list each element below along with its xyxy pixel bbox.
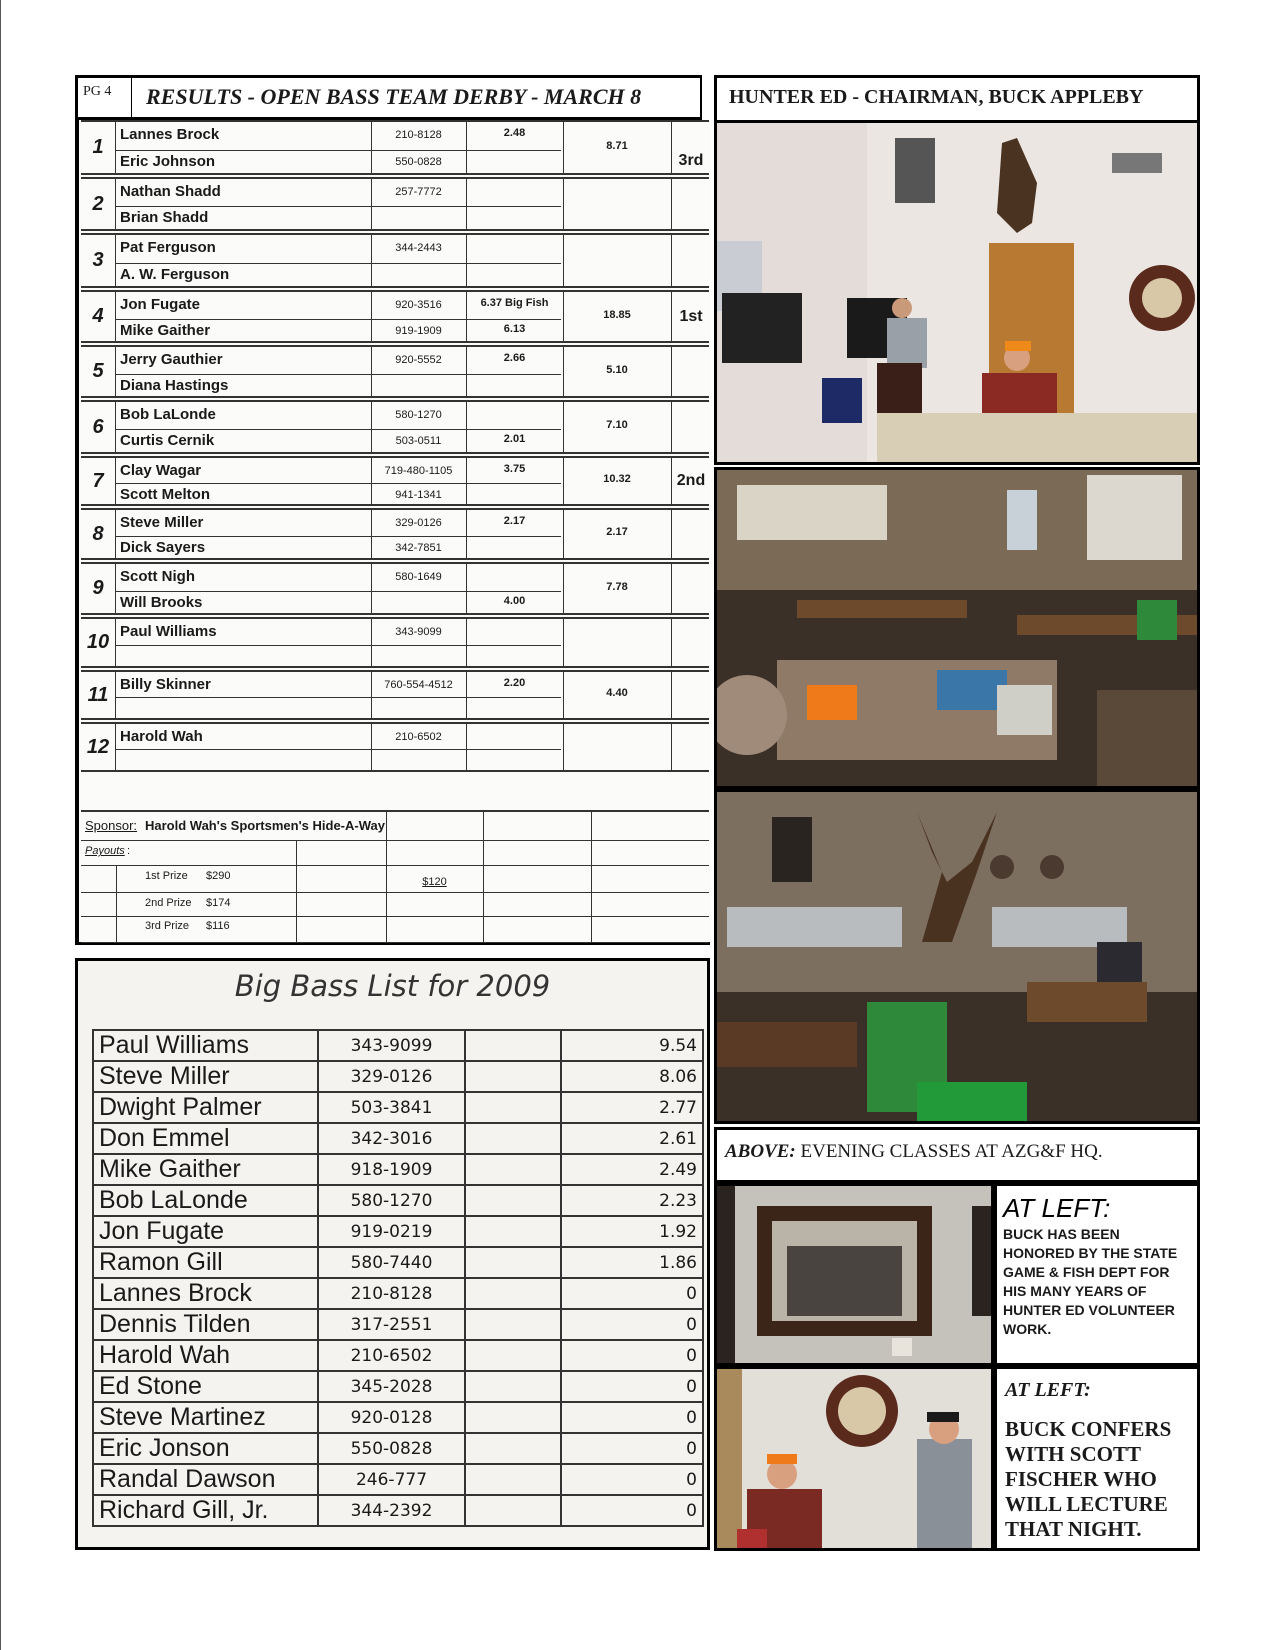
column-divider [671, 564, 672, 613]
member-name: Nathan Shadd [120, 183, 221, 200]
angler-phone: 343-9099 [318, 1030, 465, 1061]
team-number: 9 [81, 564, 116, 613]
column-divider [483, 892, 484, 916]
team-total: 5.10 [606, 364, 628, 376]
team-number: 1 [81, 122, 116, 173]
team-number: 10 [81, 619, 116, 666]
member-phone: 210-6502 [395, 731, 442, 743]
angler-name: Don Emmel [93, 1123, 318, 1154]
photo-framed-honor [714, 1183, 994, 1366]
column-divider [116, 892, 117, 916]
derby-results-table [75, 120, 710, 945]
fish-weight: 2.61 [561, 1123, 703, 1154]
member-name: Eric Johnson [120, 153, 216, 170]
column-divider [116, 865, 117, 892]
big-bass-row [93, 1123, 703, 1154]
blank-cell [465, 1402, 561, 1433]
angler-phone: 550-0828 [318, 1433, 465, 1464]
member-weight: 3.75 [503, 463, 526, 475]
team-total: 4.40 [606, 687, 628, 699]
angler-phone: 580-7440 [318, 1247, 465, 1278]
fish-weight: 0 [561, 1371, 703, 1402]
blank-cell [465, 1278, 561, 1309]
row-divider [116, 429, 371, 430]
blank-cell [465, 1185, 561, 1216]
angler-phone: 342-3016 [318, 1123, 465, 1154]
row-divider [116, 319, 371, 320]
column-divider [116, 916, 117, 942]
row-divider [116, 374, 371, 375]
big-bass-title: Big Bass List for 2009 [234, 969, 551, 1003]
big-bass-row [93, 1340, 703, 1371]
column-divider [483, 812, 484, 840]
angler-phone: 329-0126 [318, 1061, 465, 1092]
column-divider [466, 235, 467, 286]
member-phone: 760-554-4512 [384, 679, 453, 691]
team-row [81, 456, 709, 506]
column-divider [296, 916, 297, 942]
row-divider [116, 483, 371, 484]
angler-name: Richard Gill, Jr. [93, 1495, 318, 1526]
column-divider [563, 724, 564, 770]
team-number: 12 [81, 724, 116, 770]
member-name: Scott Melton [120, 486, 210, 503]
team-number: 7 [81, 458, 116, 504]
member-phone: 580-1649 [395, 571, 442, 583]
angler-phone: 246-777 [318, 1464, 465, 1495]
team-total: 7.78 [606, 581, 628, 593]
member-phone: 719-480-1105 [384, 465, 453, 477]
fish-weight: 2.77 [561, 1092, 703, 1123]
sponsor-section [81, 810, 709, 942]
row-divider [116, 206, 371, 207]
big-bass-row [93, 1371, 703, 1402]
team-number: 3 [81, 235, 116, 286]
member-weight: 6.37 Big Fish [480, 297, 549, 309]
note-buck-honored [994, 1183, 1200, 1366]
big-bass-row [93, 1402, 703, 1433]
member-phone: 344-2443 [395, 242, 442, 254]
prize-extra: $120 [422, 876, 447, 888]
column-divider [386, 916, 387, 942]
member-weight: 2.01 [503, 433, 526, 445]
team-row [81, 508, 709, 560]
angler-phone: 317-2551 [318, 1309, 465, 1340]
page-number: PG 4 [78, 78, 132, 117]
team-number: 6 [81, 402, 116, 452]
member-name: Billy Skinner [120, 676, 211, 693]
column-divider [483, 865, 484, 892]
big-bass-row [93, 1154, 703, 1185]
row-divider [116, 645, 371, 646]
blank-cell [465, 1123, 561, 1154]
blank-cell [465, 1092, 561, 1123]
member-weight: 2.66 [503, 352, 526, 364]
angler-name: Eric Jonson [93, 1433, 318, 1464]
team-total: 10.32 [603, 473, 631, 485]
sponsor-label: Sponsor: [85, 818, 138, 833]
team-row [81, 400, 709, 454]
column-divider [591, 892, 592, 916]
blank-cell [465, 1030, 561, 1061]
member-phone: 919-1909 [395, 325, 442, 337]
column-divider [671, 235, 672, 286]
prize-amount: $174 [206, 897, 231, 909]
team-row [81, 670, 709, 720]
member-phone: 580-1270 [395, 409, 442, 421]
team-row [81, 617, 709, 668]
blank-cell [465, 1495, 561, 1526]
blank-cell [465, 1371, 561, 1402]
column-divider [296, 865, 297, 892]
angler-phone: 918-1909 [318, 1154, 465, 1185]
page-edge [0, 0, 1, 1650]
column-divider [466, 619, 467, 666]
fish-weight: 0 [561, 1402, 703, 1433]
payouts-colon: : [127, 845, 131, 857]
member-name: Bob LaLonde [120, 406, 216, 423]
derby-header [75, 75, 702, 120]
payouts-label: Payouts [85, 845, 125, 857]
member-weight: 2.20 [503, 677, 526, 689]
team-total: 8.71 [606, 140, 628, 152]
member-phone: 941-1341 [395, 489, 442, 501]
column-divider [296, 892, 297, 916]
note1-body: BUCK HAS BEEN HONORED BY THE STATE GAME & FISH DEPT FOR HIS MANY YEARS OF HUNTER ED VOLUNTEER WORK. [1003, 1225, 1178, 1337]
photo-buck-confers [714, 1366, 994, 1551]
team-place: 1st [679, 308, 703, 325]
caption-evening-classes [714, 1127, 1200, 1183]
column-divider [671, 724, 672, 770]
team-number: 5 [81, 347, 116, 396]
angler-name: Jon Fugate [93, 1216, 318, 1247]
framed-photo-illustration [717, 1186, 991, 1363]
hunter-ed-header: HUNTER ED - CHAIRMAN, BUCK APPLEBY [714, 75, 1200, 120]
big-bass-row [93, 1464, 703, 1495]
team-row [81, 233, 709, 288]
fish-weight: 0 [561, 1433, 703, 1464]
team-row [81, 290, 709, 343]
member-phone: 329-0126 [395, 517, 442, 529]
angler-name: Mike Gaither [93, 1154, 318, 1185]
column-divider [591, 865, 592, 892]
blank-cell [465, 1464, 561, 1495]
column-divider [563, 235, 564, 286]
column-divider [386, 892, 387, 916]
member-name: Pat Ferguson [120, 239, 216, 256]
big-bass-row [93, 1030, 703, 1061]
angler-name: Steve Miller [93, 1061, 318, 1092]
big-bass-row [93, 1216, 703, 1247]
angler-phone: 345-2028 [318, 1371, 465, 1402]
member-weight: 2.48 [503, 127, 526, 139]
angler-phone: 503-3841 [318, 1092, 465, 1123]
team-total: 18.85 [603, 309, 631, 321]
fish-weight: 0 [561, 1464, 703, 1495]
angler-name: Bob LaLonde [93, 1185, 318, 1216]
member-name: Harold Wah [120, 728, 203, 745]
team-number: 2 [81, 179, 116, 229]
note-buck-confers [994, 1366, 1200, 1551]
sponsor-name: Harold Wah's Sportsmen's Hide-A-Way [145, 818, 385, 833]
member-phone: 343-9099 [395, 626, 442, 638]
team-number: 4 [81, 292, 116, 341]
blank-cell [465, 1216, 561, 1247]
column-divider [671, 402, 672, 452]
member-name: Jerry Gauthier [120, 351, 223, 368]
member-name: Clay Wagar [120, 462, 202, 479]
blank-cell [465, 1061, 561, 1092]
angler-name: Harold Wah [93, 1340, 318, 1371]
column-divider [671, 347, 672, 396]
column-divider [591, 812, 592, 840]
column-divider [563, 619, 564, 666]
row-divider [116, 697, 371, 698]
member-phone: 550-0828 [395, 156, 442, 168]
team-total: 2.17 [606, 526, 628, 538]
column-divider [483, 840, 484, 865]
row-divider [116, 150, 371, 151]
column-divider [466, 724, 467, 770]
big-bass-row [93, 1433, 703, 1464]
row-divider [116, 536, 371, 537]
prize-label: 2nd Prize [145, 897, 192, 909]
team-row [81, 562, 709, 615]
angler-name: Paul Williams [93, 1030, 318, 1061]
fish-weight: 2.23 [561, 1185, 703, 1216]
prize-amount: $116 [206, 920, 230, 932]
member-phone: 503-0511 [395, 435, 442, 447]
member-phone: 257-7772 [395, 186, 442, 198]
team-row [81, 345, 709, 398]
fish-weight: 1.92 [561, 1216, 703, 1247]
team-number: 8 [81, 510, 116, 558]
member-phone: 210-8128 [395, 129, 442, 141]
angler-name: Dennis Tilden [93, 1309, 318, 1340]
column-divider [671, 619, 672, 666]
payout-row [81, 840, 709, 866]
big-bass-row [93, 1309, 703, 1340]
angler-name: Lannes Brock [93, 1278, 318, 1309]
team-place: 3rd [678, 152, 704, 169]
class-scene-illustration [717, 792, 1197, 1121]
big-bass-row [93, 1247, 703, 1278]
column-divider [671, 179, 672, 229]
caption-lead: ABOVE: [725, 1141, 796, 1162]
column-divider [296, 840, 297, 865]
classroom-scene-illustration [717, 123, 1197, 462]
member-weight: 2.17 [503, 515, 526, 527]
column-divider [466, 179, 467, 229]
prize-label: 1st Prize [145, 870, 188, 882]
column-divider [671, 672, 672, 718]
prize-amount: $290 [206, 870, 231, 882]
member-name: Will Brooks [120, 594, 203, 611]
column-divider [671, 510, 672, 558]
big-bass-row [93, 1092, 703, 1123]
caption-text: EVENING CLASSES AT AZG&F HQ. [795, 1141, 1103, 1162]
angler-name: Ramon Gill [93, 1247, 318, 1278]
blank-cell [465, 1247, 561, 1278]
team-total: 7.10 [606, 419, 628, 431]
derby-title: RESULTS - OPEN BASS TEAM DERBY - MARCH 8 [146, 84, 642, 109]
row-divider [116, 749, 371, 750]
team-place: 2nd [676, 472, 706, 489]
member-name: Mike Gaither [120, 322, 211, 339]
note2-heading: AT LEFT: [1005, 1379, 1091, 1401]
member-name: Scott Nigh [120, 568, 195, 585]
big-bass-row [93, 1278, 703, 1309]
note1-heading: AT LEFT: [1003, 1193, 1111, 1223]
angler-name: Ed Stone [93, 1371, 318, 1402]
class-scene-illustration [717, 470, 1197, 786]
angler-phone: 919-0219 [318, 1216, 465, 1247]
angler-phone: 920-0128 [318, 1402, 465, 1433]
fish-weight: 8.06 [561, 1061, 703, 1092]
column-divider [591, 840, 592, 865]
fish-weight: 0 [561, 1278, 703, 1309]
team-row [81, 177, 709, 231]
member-name: Jon Fugate [120, 296, 201, 313]
angler-phone: 580-1270 [318, 1185, 465, 1216]
angler-phone: 344-2392 [318, 1495, 465, 1526]
angler-name: Dwight Palmer [93, 1092, 318, 1123]
blank-cell [465, 1154, 561, 1185]
member-phone: 920-3516 [395, 299, 442, 311]
angler-phone: 210-8128 [318, 1278, 465, 1309]
member-weight: 6.13 [503, 323, 526, 335]
row-divider [116, 591, 371, 592]
fish-weight: 0 [561, 1340, 703, 1371]
angler-phone: 210-6502 [318, 1340, 465, 1371]
fish-weight: 2.49 [561, 1154, 703, 1185]
fish-weight: 1.86 [561, 1247, 703, 1278]
member-name: Steve Miller [120, 514, 204, 531]
member-name: Curtis Cernik [120, 432, 215, 449]
prize-label: 3rd Prize [145, 920, 190, 932]
photo-buck-at-desk [714, 120, 1200, 465]
member-phone: 920-5552 [395, 354, 442, 366]
column-divider [591, 916, 592, 942]
member-name: A. W. Ferguson [120, 266, 230, 283]
blank-cell [465, 1340, 561, 1371]
member-phone: 342-7851 [395, 542, 442, 554]
big-bass-list [75, 958, 710, 1550]
fish-weight: 0 [561, 1495, 703, 1526]
blank-cell [465, 1433, 561, 1464]
angler-name: Steve Martinez [93, 1402, 318, 1433]
photo-evening-class-2 [714, 789, 1200, 1124]
blank-cell [465, 1309, 561, 1340]
column-divider [386, 812, 387, 840]
fish-weight: 9.54 [561, 1030, 703, 1061]
fish-weight: 0 [561, 1309, 703, 1340]
team-number: 11 [81, 672, 116, 718]
member-name: Lannes Brock [120, 126, 220, 143]
big-bass-row [93, 1061, 703, 1092]
member-name: Paul Williams [120, 623, 217, 640]
big-bass-table [92, 1029, 704, 1527]
team-row [81, 722, 709, 772]
member-weight: 4.00 [503, 595, 526, 607]
member-name: Dick Sayers [120, 539, 206, 556]
big-bass-row [93, 1495, 703, 1526]
angler-name: Randal Dawson [93, 1464, 318, 1495]
column-divider [563, 179, 564, 229]
column-divider [386, 840, 387, 865]
team-row [81, 120, 709, 175]
member-name: Brian Shadd [120, 209, 209, 226]
row-divider [116, 263, 371, 264]
member-name: Diana Hastings [120, 377, 229, 394]
conference-scene-illustration [717, 1369, 991, 1548]
big-bass-row [93, 1185, 703, 1216]
photo-evening-class-1 [714, 467, 1200, 789]
note2-body: BUCK CONFERS WITH SCOTT FISCHER WHO WILL LECTURE THAT NIGHT. [1005, 1417, 1172, 1541]
column-divider [483, 916, 484, 942]
